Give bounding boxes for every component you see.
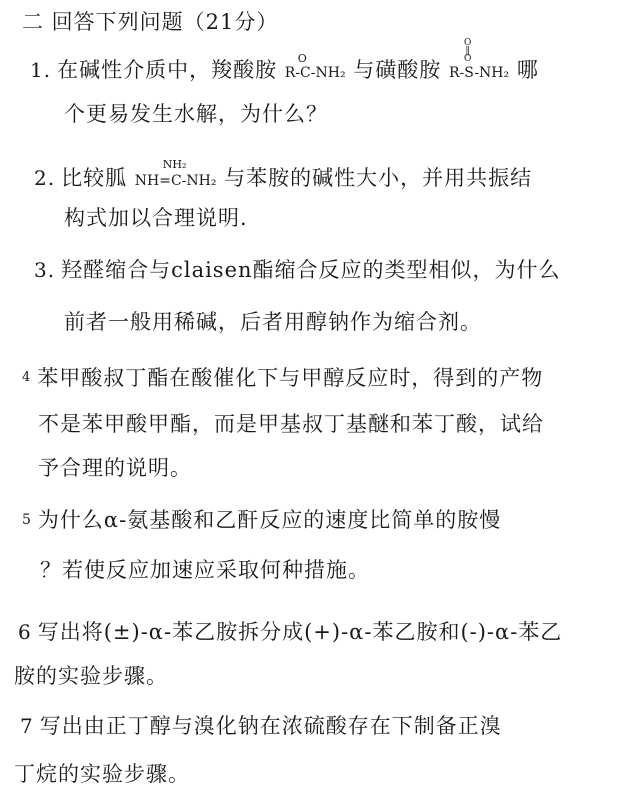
- question-text: 苯甲酸叔丁酯在酸催化下与甲醇反应时，得到的产物: [37, 366, 544, 390]
- question-text: 写出将(±)-α-苯乙胺拆分成(+)-α-苯乙胺和(-)-α-苯乙: [37, 620, 563, 644]
- question-number: 6: [18, 620, 32, 644]
- question-6-line-2: 胺的实验步骤。: [14, 664, 168, 688]
- question-text: 为什么α-氨基酸和乙酐反应的速度比简单的胺慢: [37, 508, 502, 532]
- question-number: 4: [22, 370, 32, 385]
- question-text: 与磺酸胺: [353, 58, 442, 82]
- question-1-line-2: 个更易发生水解，为什么？: [64, 102, 328, 126]
- guanidine-structure: NH₂ NH=C-NH₂: [134, 158, 217, 189]
- question-3-line-2: 前者一般用稀碱，后者用醇钠作为缩合剂。: [64, 310, 482, 334]
- question-text: 与苯胺的碱性大小，并用共振结: [224, 166, 533, 190]
- question-4-line-2: 不是苯甲酸甲酯，而是甲基叔丁基醚和苯丁酸，试给: [38, 412, 544, 436]
- question-number: 1.: [30, 58, 52, 82]
- question-number: 5: [22, 512, 32, 528]
- question-2-line-2: 构式加以合理说明.: [64, 206, 248, 230]
- question-7-line-1: [20, 712, 502, 740]
- amide-structure: O R-C-NH₂: [284, 52, 346, 81]
- question-5-line-2: ？若使反应加速应采取何种措施。: [40, 558, 370, 582]
- question-number: 3.: [34, 258, 56, 282]
- question-number: 2.: [34, 166, 56, 190]
- sulfonamide-structure: R-S-NH₂ O ‖ O: [448, 38, 510, 81]
- question-number: 7: [20, 714, 34, 738]
- question-1-line-1: [30, 38, 539, 87]
- sulfonyl-oxygen-stack: O ‖ O: [463, 38, 472, 64]
- question-text: 羟醛缩合与claisen酯缩合反应的类型相似，为什么: [61, 258, 561, 282]
- question-text: 哪: [516, 58, 539, 82]
- question-text: 写出由正丁醇与溴化钠在浓硫酸存在下制备正溴: [39, 714, 502, 738]
- question-text: 比较胍: [61, 166, 128, 190]
- question-3-line-1: [34, 256, 561, 284]
- question-4-line-3: 予合理的说明。: [38, 456, 192, 480]
- question-text: 在碱性介质中，羧酸胺: [57, 58, 278, 82]
- question-2-line-1: [34, 158, 533, 195]
- question-4-line-1: [22, 364, 543, 392]
- question-5-line-1: [22, 506, 501, 534]
- section-heading: 二 回答下列问题（21分）: [22, 10, 279, 34]
- question-7-line-2: 丁烷的实验步骤。: [14, 762, 190, 786]
- question-6-line-1: [18, 618, 562, 646]
